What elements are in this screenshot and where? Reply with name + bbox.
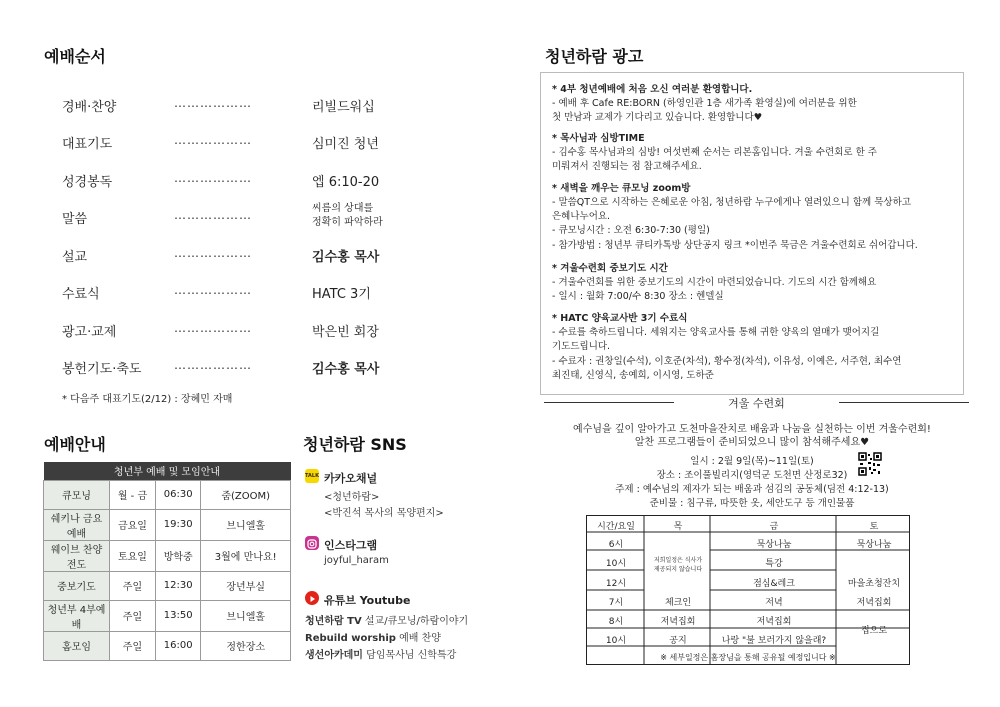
order-name: 경배·찬양 [62, 100, 117, 115]
instagram-icon [305, 536, 319, 550]
schedule-time: 8시 [608, 617, 624, 627]
instagram-handle: joyful_haram [324, 555, 389, 566]
order-dots: ……………… [174, 96, 252, 110]
ad-line: - 김수홍 목사님과의 심방! 여섯번째 순서는 리본홈입니다. 겨울 수련회로 한 주 [552, 147, 877, 158]
youtube-item-label: 생선아카데미 [305, 650, 363, 661]
retreat-title: 겨울 수련회 [728, 397, 785, 410]
order-dots: ……………… [174, 321, 252, 335]
schedule-cell: 저녁집회 [756, 617, 792, 627]
table-cell: 방학중 [155, 540, 201, 571]
schedule-time: 7시 [608, 598, 624, 608]
order-row [62, 321, 402, 345]
ad-line: 첫 만남과 교제가 기다리고 있습니다. 환영합니다♥ [552, 112, 763, 123]
order-name: 성경봉독 [62, 175, 113, 190]
retreat-intro: 알찬 프로그램들이 준비되었으니 많이 참석해주세요♥ [634, 437, 870, 448]
table-row [44, 509, 291, 540]
order-row [62, 203, 402, 232]
youtube-item [305, 646, 456, 661]
schedule-time: 6시 [608, 540, 624, 550]
order-name: 설교 [62, 250, 88, 265]
ad-line: - 수료자 : 권창일(수석), 이호준(차석), 황수정(차석), 이유성, 이예은, 서주현, 최수연 [552, 356, 902, 367]
ad-title: 청년하람 광고 [545, 47, 644, 66]
ad-line: * 겨울수련회 중보기도 시간 [552, 263, 668, 274]
ad-line: 미뤄져서 진행되는 점 참고해주세요. [552, 161, 702, 172]
kakao-talk-icon [305, 469, 319, 483]
table-cell: 청년부 4부예배 [44, 600, 110, 631]
kakao-badge: TALK [305, 473, 319, 479]
youtube-icon [305, 591, 319, 605]
order-dots: ……………… [174, 171, 252, 185]
table-cell: 13:50 [155, 600, 201, 631]
order-dots: ……………… [174, 283, 252, 297]
schedule-thu-note-line: 제공되지 않습니다 [653, 566, 703, 573]
ad-line: - 참가방법 : 청년부 큐티카톡방 상단공지 링크 *이번주 묵금은 겨울수련회로 쉬어갑니다. [552, 240, 918, 251]
table-cell: 금요일 [110, 509, 156, 540]
retreat-date: 일시 : 2월 9일(목)~11일(토) [690, 456, 814, 467]
order-dots: ……………… [174, 246, 252, 260]
guide-table [43, 462, 291, 661]
schedule-footnote: ※ 세부일정은 홈장님을 통해 공유될 예정입니다 ※ [660, 653, 836, 662]
order-row [62, 246, 402, 270]
order-row [62, 358, 402, 382]
schedule-cell: 묵상나눔 [856, 540, 892, 550]
schedule-cell: 저녁집회 [660, 617, 696, 627]
youtube-item [305, 629, 441, 644]
order-value: 김수홍 목사 [312, 362, 380, 377]
table-cell: 주일 [110, 600, 156, 631]
instagram-name: 인스타그램 [324, 539, 378, 552]
ad-line: * 목사님과 심방TIME [552, 133, 645, 144]
order-dots: ……………… [174, 208, 252, 222]
order-value: 박은빈 회장 [312, 325, 379, 340]
schedule-cell: 저녁 [765, 598, 783, 608]
ad-line: 최진태, 신영식, 송예희, 이시영, 도하준 [552, 370, 714, 381]
order-note: * 다음주 대표기도(2/12) : 장혜민 자매 [62, 394, 233, 405]
table-cell: 19:30 [155, 509, 201, 540]
ad-line: - 일시 : 월화 7:00/수 8:30 장소 : 헨델실 [552, 291, 724, 302]
order-row [62, 133, 402, 157]
table-cell: 장년부실 [201, 571, 291, 600]
ad-line: - 겨울수련회를 위한 중보기도의 시간이 마련되었습니다. 기도의 시간 함께해요 [552, 277, 877, 288]
schedule-cell: 특강 [765, 559, 783, 569]
schedule-table [586, 515, 910, 665]
order-row [62, 96, 402, 120]
ad-line: - 예배 후 Cafe RE:BORN (하영인관 1층 새가족 환영실)에 여러분을 위한 [552, 98, 857, 109]
table-cell: 16:00 [155, 631, 201, 660]
table-row [44, 571, 291, 600]
table-cell: 06:30 [155, 480, 201, 509]
retreat-prep: 준비물 : 침구류, 따뜻한 옷, 세안도구 등 개인물품 [649, 498, 855, 509]
ad-line: * 4부 청년예배에 처음 오신 여러분 환영합니다. [552, 84, 753, 95]
youtube-item [305, 612, 468, 627]
order-value: 리빌드워십 [312, 100, 375, 115]
kakao-line: <박진석 목사의 목양편지> [324, 508, 444, 519]
order-value [312, 202, 383, 230]
schedule-head: 시간/요일 [597, 522, 635, 532]
ad-line: * HATC 양육교사반 3기 수료식 [552, 313, 688, 324]
order-value-line: 정확히 파악하라 [312, 217, 383, 228]
youtube-item-desc: 설교/큐모닝/하람이야기 [364, 616, 469, 627]
schedule-thu-note-line: 저희일정은 식사가 [653, 557, 703, 564]
table-cell: 브니엘홀 [201, 600, 291, 631]
schedule-cell: 체크인 [664, 598, 692, 608]
table-cell: 3월에 만나요! [201, 540, 291, 571]
table-cell: 브니엘홀 [201, 509, 291, 540]
schedule-sat-home: 집으로 [860, 626, 888, 636]
order-name: 말씀 [62, 212, 88, 227]
order-value: 김수홍 목사 [312, 250, 380, 265]
schedule-cell: 공지 [669, 636, 687, 646]
qr-code-icon [858, 452, 882, 476]
schedule-cell: 묵상나눔 [756, 540, 792, 550]
table-row [44, 480, 291, 509]
schedule-time: 10시 [605, 636, 627, 646]
ad-line: 기도드립니다. [552, 341, 611, 352]
youtube-item-label: 청년하람 TV [305, 616, 362, 627]
order-value-line: 씨름의 상대를 [312, 203, 374, 214]
table-cell: 월 - 금 [110, 480, 156, 509]
ad-line: - 수료를 축하드립니다. 세워지는 양육교사를 통해 귀한 양육의 열매가 맺어지길 [552, 327, 880, 338]
table-row [44, 600, 291, 631]
order-dots: ……………… [174, 133, 252, 147]
table-cell: 주일 [110, 571, 156, 600]
guide-table-header: 청년부 예배 및 모임안내 [44, 462, 291, 480]
table-cell: 쉐키나 금요예배 [44, 509, 110, 540]
order-value: 엡 6:10-20 [312, 175, 380, 190]
youtube-name: 유튜브 Youtube [324, 594, 411, 607]
schedule-cell: 나랑 "불 보러가지 않을래? [721, 636, 827, 646]
schedule-cell: 저녁집회 [856, 598, 892, 608]
youtube-item-desc: 담임목사님 신학특강 [366, 650, 457, 661]
table-cell: 웨이브 찬양전도 [44, 540, 110, 571]
order-row [62, 283, 402, 307]
youtube-item-desc: 예배 찬양 [399, 633, 441, 644]
sns-title: 청년하람 SNS [303, 435, 407, 454]
table-cell: 홈모임 [44, 631, 110, 660]
order-row [62, 171, 402, 195]
ad-line: - 말씀QT으로 시작하는 은혜로운 아침, 청년하람 누구에게나 열려있으니 함께 묵상하고 [552, 197, 911, 208]
order-name: 대표기도 [62, 137, 113, 152]
table-cell: 큐모닝 [44, 480, 110, 509]
table-cell: 주일 [110, 631, 156, 660]
retreat-divider [544, 395, 969, 411]
retreat-intro: 예수님을 깊이 알아가고 도천마을잔치로 배움과 나눔을 실천하는 이번 겨울수련회! [573, 424, 931, 435]
guide-title: 예배안내 [44, 435, 106, 454]
table-row [44, 540, 291, 571]
order-name: 수료식 [62, 287, 100, 302]
order-dots: ……………… [174, 358, 252, 372]
schedule-thu-note [645, 556, 711, 574]
table-cell: 12:30 [155, 571, 201, 600]
schedule-head: 금 [769, 522, 779, 532]
kakao-name: 카카오채널 [324, 472, 378, 485]
table-cell: 줌(ZOOM) [201, 480, 291, 509]
schedule-time: 10시 [605, 559, 627, 569]
retreat-theme: 주제 : 예수님의 제자가 되는 배움과 섬김의 공동체(딤전 4:12-13) [615, 484, 889, 495]
ad-line: 은혜나누어요. [552, 211, 611, 222]
schedule-time: 12시 [605, 579, 627, 589]
schedule-sat-village: 마을초청잔치 [847, 579, 901, 589]
youtube-item-label: Rebuild worship [305, 633, 396, 644]
schedule-cell: 점심&레크 [753, 579, 795, 589]
table-cell: 정한장소 [201, 631, 291, 660]
retreat-place: 장소 : 조이풀빌리지(영덕군 도천면 산정로32) [656, 470, 848, 481]
schedule-head: 목 [673, 522, 683, 532]
kakao-line: <청년하람> [324, 492, 380, 503]
table-cell: 토요일 [110, 540, 156, 571]
schedule-head: 토 [869, 522, 879, 532]
order-name: 광고·교제 [62, 325, 117, 340]
order-value: HATC 3기 [312, 287, 371, 302]
ad-line: - 큐모닝시간 : 오전 6:30-7:30 (평일) [552, 225, 710, 236]
table-row [44, 631, 291, 660]
table-cell: 중보기도 [44, 571, 110, 600]
order-name: 봉헌기도·축도 [62, 362, 142, 377]
ad-line: * 새벽을 깨우는 큐모닝 zoom방 [552, 183, 691, 194]
order-value: 심미진 청년 [312, 137, 379, 152]
order-title: 예배순서 [44, 47, 106, 66]
